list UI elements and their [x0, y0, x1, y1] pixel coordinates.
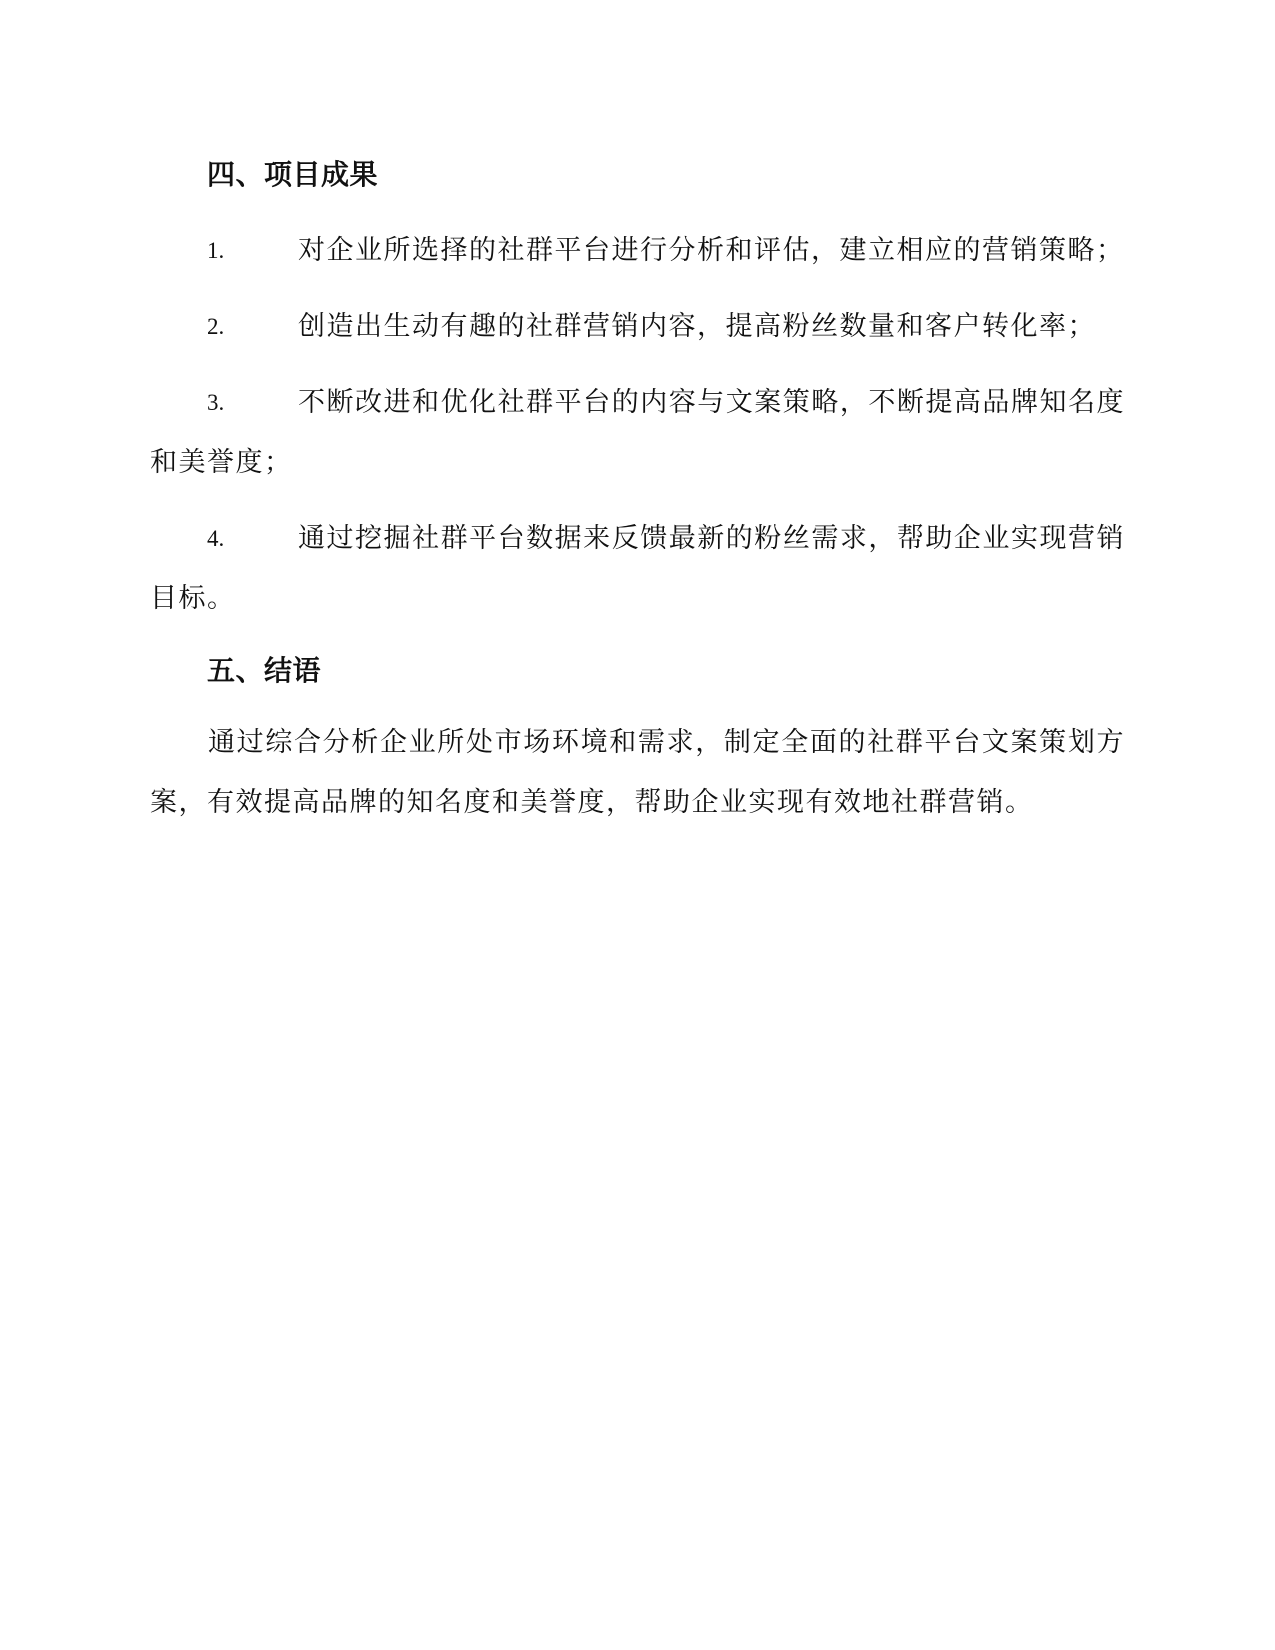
result-item-2	[150, 297, 1125, 357]
result-item-2-number: 2.	[207, 314, 225, 339]
section-heading-conclusion: 五、结语	[207, 654, 322, 687]
conclusion-paragraph: 通过综合分析企业所处市场环境和需求，制定全面的社群平台文案策划方案，有效提高品牌的知名度和美誉度，帮助企业实现有效地社群营销。	[150, 727, 1125, 818]
result-item-1-number: 1.	[207, 238, 225, 263]
result-item-4	[150, 509, 1125, 629]
result-item-1-text: 对企业所选择的社群平台进行分析和评估，建立相应的营销策略；	[298, 235, 1125, 266]
result-item-3-text: 不断改进和优化社群平台的内容与文案策略，不断提高品牌知名度和美誉度；	[150, 387, 1125, 478]
result-item-4-text: 通过挖掘社群平台数据来反馈最新的粉丝需求，帮助企业实现营销目标。	[150, 523, 1125, 614]
document-body	[150, 145, 1125, 833]
result-item-1	[150, 221, 1125, 281]
section-heading-results: 四、项目成果	[207, 158, 379, 191]
result-item-3-number: 3.	[207, 390, 225, 415]
result-item-2-text: 创造出生动有趣的社群营销内容，提高粉丝数量和客户转化率；	[298, 311, 1096, 342]
result-item-3	[150, 373, 1125, 493]
result-item-4-number: 4.	[207, 526, 225, 551]
